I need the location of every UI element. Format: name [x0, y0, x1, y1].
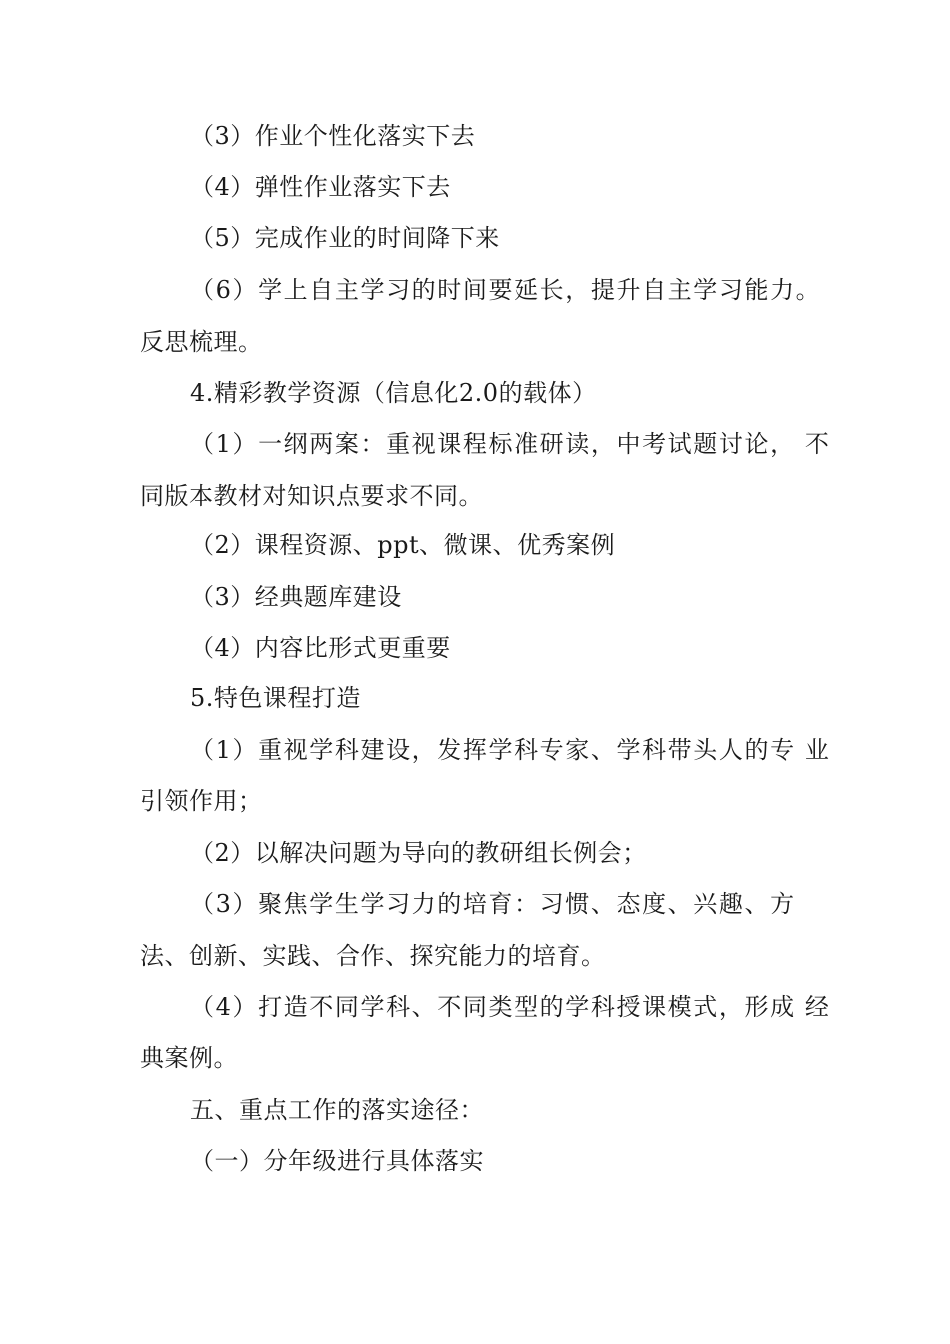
text-line: （3）聚焦学生学习力的培育：习惯、态度、兴趣、方: [190, 890, 796, 918]
section-heading: 五、重点工作的落实途径：: [190, 1096, 484, 1124]
text-line: 法、创新、实践、合作、探究能力的培育。: [140, 942, 606, 970]
text-line: （5）完成作业的时间降下来: [190, 224, 500, 252]
text-line: （4）内容比形式更重要: [190, 634, 451, 662]
text-line: 反思梳理。: [140, 328, 263, 356]
text-line: （6）学上自主学习的时间要延长，提升自主学习能力。: [190, 276, 822, 304]
text-line: （2）以解决问题为导向的教研组长例会；: [190, 839, 647, 867]
text-line: （3）作业个性化落实下去: [190, 122, 476, 150]
text-line: （4）弹性作业落实下去: [190, 173, 451, 201]
section-heading: 4.精彩教学资源（信息化2.0的载体）: [190, 379, 597, 407]
text-line: （1）重视学科建设，发挥学科专家、学科带头人的专 业: [190, 736, 831, 764]
text-line: （3）经典题库建设: [190, 583, 402, 611]
text-line: 引领作用；: [140, 787, 263, 815]
text-line: （4）打造不同学科、不同类型的学科授课模式，形成 经: [190, 993, 831, 1021]
section-heading: 5.特色课程打造: [190, 684, 361, 712]
text-line: 同版本教材对知识点要求不同。: [140, 482, 483, 510]
text-line: （1）一纲两案：重视课程标准研读，中考试题讨论， 不: [190, 430, 831, 458]
text-line: 典案例。: [140, 1044, 238, 1072]
text-line: （2）课程资源、ppt、微课、优秀案例: [190, 531, 616, 559]
text-line: （一）分年级进行具体落实: [190, 1147, 484, 1175]
